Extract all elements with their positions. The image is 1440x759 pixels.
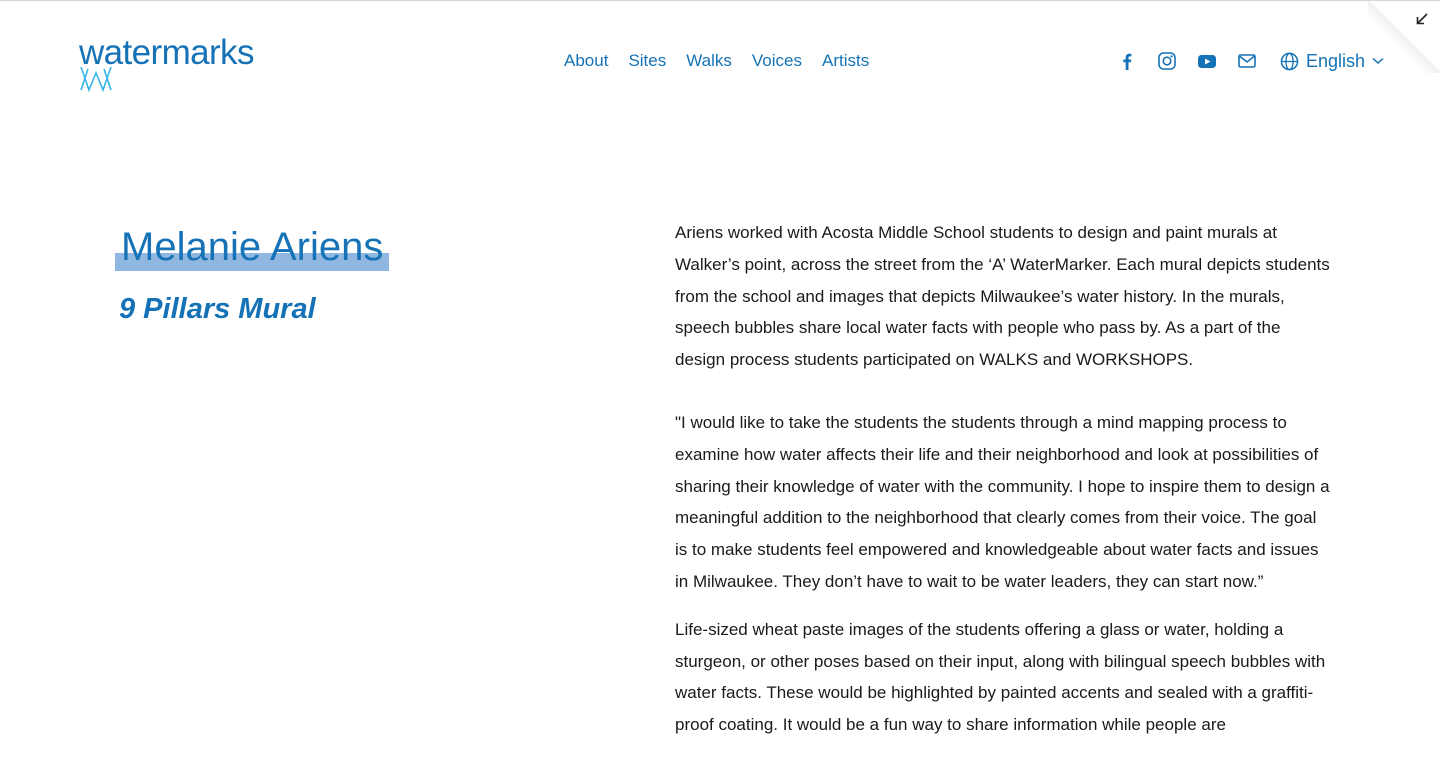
artist-name: Melanie Ariens [115, 223, 389, 271]
logo-wordmark: watermarks [79, 33, 254, 72]
description-paragraph: Ariens worked with Acosta Middle School students to design and paint murals at Walker’s point, across the street from the ‘A’ WaterMarker. Each mural depicts students from the school and images that depicts Milwaukee’s water history. In the murals, speech bubbles share local water facts with people who pass by. As a part of the design process students participated on WALKS and WORKSHOPS. [675, 223, 1330, 370]
nav-walks[interactable]: Walks [686, 51, 732, 70]
instagram-icon[interactable] [1156, 49, 1178, 73]
nav-voices[interactable]: Voices [751, 51, 802, 70]
language-label: English [1306, 51, 1366, 71]
logo-m-mark-icon [80, 67, 114, 93]
description-paragraph: Life-sized wheat paste images of the students offering a glass or water, holding a sturgeon, or other poses based on their input, along with bilingual speech bubbles with water facts. These would be highlighted by painted accents and sealed with a graffiti-proof coating. It would be a fun way to share information while people are [675, 619, 1326, 735]
youtube-icon[interactable] [1196, 49, 1218, 73]
artist-quote: "I would like to take the students the students through a mind mapping process to examine how water affects their life and their neighborhood and look at possibilities of sharing their knowledge of water with the community. I hope to inspire them to design a meaningful addition to the neighborhood that clearly comes from their voice. The goal is to make students feel empowered and knowledgeable about water facts and issues in Milwaukee. They don’t have to wait to be water leaders, they can start now.” [675, 412, 1330, 591]
nav-artists[interactable]: Artists [821, 51, 870, 70]
artist-description [675, 217, 1330, 741]
collapse-arrow-icon [1414, 11, 1430, 27]
watermarks-logo[interactable] [79, 31, 265, 93]
nav-about[interactable]: About [564, 51, 609, 70]
main-nav [564, 49, 869, 73]
nav-sites[interactable]: Sites [628, 51, 667, 70]
collapse-button[interactable] [1368, 1, 1440, 73]
facebook-icon[interactable] [1116, 49, 1138, 73]
globe-icon [1280, 52, 1299, 71]
mail-icon[interactable] [1236, 49, 1258, 73]
project-title: 9 Pillars Mural [119, 293, 316, 325]
social-links [1116, 49, 1258, 73]
